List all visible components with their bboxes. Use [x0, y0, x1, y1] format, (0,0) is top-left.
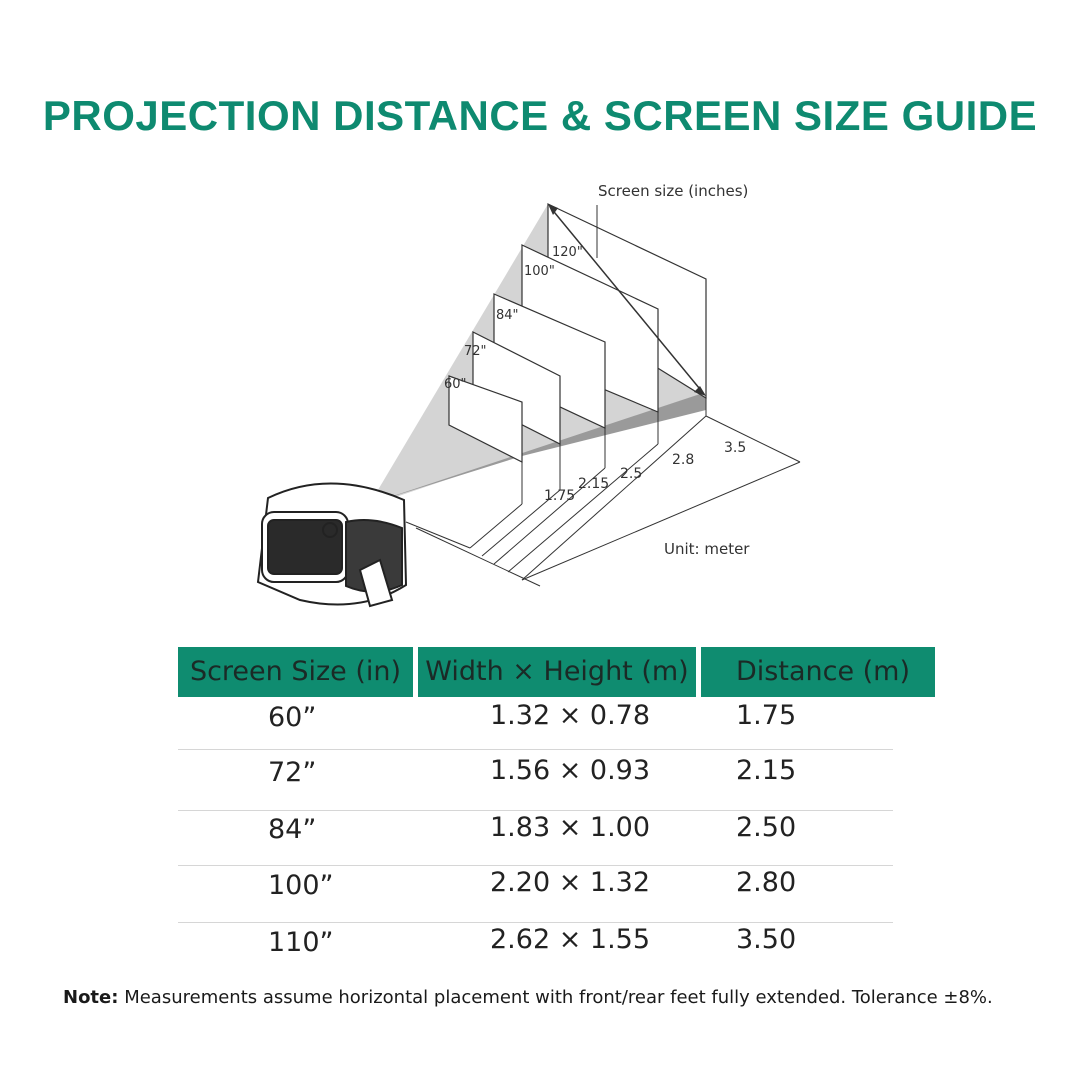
note-label: Note:	[63, 987, 119, 1008]
row4-size: 100”	[268, 870, 334, 901]
row2-size: 72”	[268, 757, 317, 788]
screen-size-label: Screen size (inches)	[598, 182, 749, 200]
projector-device	[258, 483, 406, 606]
distance-label-2-8: 2.8	[672, 452, 695, 468]
header-distance: Distance (m)	[701, 647, 935, 697]
row1-dims: 1.32 × 0.78	[490, 700, 651, 731]
row5-dims: 2.62 × 1.55	[490, 924, 651, 955]
distance-label-1-75: 1.75	[544, 488, 576, 504]
row2-dims: 1.56 × 0.93	[490, 755, 651, 786]
header-width-height: Width × Height (m)	[418, 647, 696, 697]
row5-size: 110”	[268, 927, 334, 958]
row2-distance: 2.15	[736, 755, 797, 786]
footnote	[63, 987, 993, 1008]
row1-distance: 1.75	[736, 700, 797, 731]
page-title: PROJECTION DISTANCE & SCREEN SIZE GUIDE	[42, 92, 1038, 139]
row4-dims: 2.20 × 1.32	[490, 867, 651, 898]
note-text: Measurements assume horizontal placement with front/rear feet fully extended. Tolerance ±8%.	[124, 987, 993, 1008]
row3-dims: 1.83 × 1.00	[490, 812, 651, 843]
distance-label-2-15: 2.15	[578, 476, 610, 492]
row-divider	[178, 922, 893, 923]
unit-label: Unit: meter	[664, 540, 750, 558]
screen-label-100: 100"	[524, 264, 555, 279]
screen-label-60: 60"	[444, 377, 467, 392]
row3-size: 84”	[268, 814, 317, 845]
row-divider	[178, 810, 893, 811]
row5-distance: 3.50	[736, 924, 797, 955]
row4-distance: 2.80	[736, 867, 797, 898]
screen-label-72: 72"	[464, 344, 487, 359]
row1-size: 60”	[268, 702, 317, 733]
screen-label-120: 120"	[552, 245, 583, 260]
header-screen-size: Screen Size (in)	[178, 647, 413, 697]
row3-distance: 2.50	[736, 812, 797, 843]
row-divider	[178, 749, 893, 750]
screen-label-84: 84"	[496, 308, 519, 323]
distance-label-3-5: 3.5	[724, 440, 747, 456]
distance-label-2-5: 2.5	[620, 466, 643, 482]
row-divider	[178, 865, 893, 866]
